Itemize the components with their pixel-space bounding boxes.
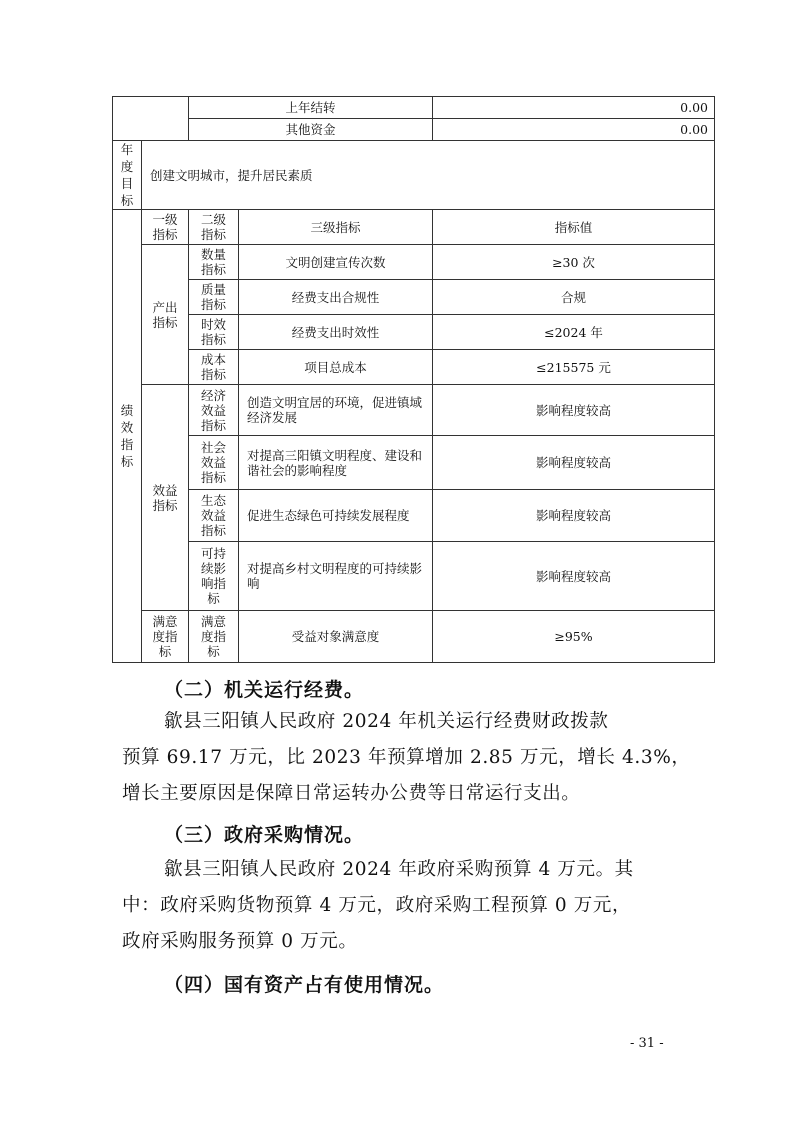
value-cell: ≤2024 年	[433, 315, 715, 350]
performance-label: 绩效指标	[113, 210, 142, 663]
paragraph-line: 中：政府采购货物预算 4 万元，政府采购工程预算 0 万元，	[122, 895, 632, 916]
funds-label: 其他资金	[189, 119, 433, 141]
value-cell: 影响程度较高	[433, 542, 715, 611]
section-paragraph	[122, 852, 694, 960]
value-cell: ≥30 次	[433, 245, 715, 280]
blank-cell	[113, 97, 189, 141]
level2-cell: 生态效益指标	[189, 490, 239, 542]
header-level1: 一级指标	[142, 210, 189, 245]
section-heading: （二）机关运行经费。	[164, 679, 365, 701]
value-cell: ≤215575 元	[433, 350, 715, 385]
level2-cell: 时效指标	[189, 315, 239, 350]
annual-goal-label: 年度目标	[113, 141, 142, 210]
level2-cell: 经济效益指标	[189, 385, 239, 436]
page-number: - 31 -	[630, 1036, 664, 1051]
funds-value: 0.00	[433, 119, 715, 141]
benefit-label: 效益指标	[142, 385, 189, 611]
value-cell: 影响程度较高	[433, 436, 715, 490]
satisfaction-label: 满意度指标	[142, 611, 189, 663]
level2-cell: 质量指标	[189, 280, 239, 315]
level2-cell: 满意度指标	[189, 611, 239, 663]
section-paragraph	[122, 704, 694, 812]
header-level2: 二级指标	[189, 210, 239, 245]
level2-cell: 成本指标	[189, 350, 239, 385]
level2-cell: 数量指标	[189, 245, 239, 280]
performance-table	[112, 96, 715, 663]
section-heading: （三）政府采购情况。	[164, 824, 365, 846]
level3-cell: 受益对象满意度	[239, 611, 433, 663]
value-cell: ≥95%	[433, 611, 715, 663]
header-value: 指标值	[433, 210, 715, 245]
level3-cell: 促进生态绿色可持续发展程度	[239, 490, 433, 542]
value-cell: 影响程度较高	[433, 385, 715, 436]
level3-cell: 对提高乡村文明程度的可持续影响	[239, 542, 433, 611]
level2-cell: 社会效益指标	[189, 436, 239, 490]
paragraph-line: 政府采购服务预算 0 万元。	[122, 931, 358, 952]
funds-value: 0.00	[433, 97, 715, 119]
level3-cell: 对提高三阳镇文明程度、建设和谐社会的影响程度	[239, 436, 433, 490]
level3-cell: 创造文明宜居的环境，促进镇域经济发展	[239, 385, 433, 436]
value-cell: 影响程度较高	[433, 490, 715, 542]
paragraph-line: 预算 69.17 万元，比 2023 年预算增加 2.85 万元，增长 4.3%，	[122, 747, 691, 768]
paragraph-line: 歙县三阳镇人民政府 2024 年政府采购预算 4 万元。其	[164, 859, 634, 880]
level3-cell: 经费支出时效性	[239, 315, 433, 350]
level3-cell: 项目总成本	[239, 350, 433, 385]
level3-cell: 经费支出合规性	[239, 280, 433, 315]
level3-cell: 文明创建宣传次数	[239, 245, 433, 280]
header-level3: 三级指标	[239, 210, 433, 245]
value-cell: 合规	[433, 280, 715, 315]
level2-cell: 可持续影响指标	[189, 542, 239, 611]
paragraph-line: 增长主要原因是保障日常运转办公费等日常运行支出。	[122, 783, 581, 804]
paragraph-line: 歙县三阳镇人民政府 2024 年机关运行经费财政拨款	[164, 711, 609, 732]
output-label: 产出指标	[142, 245, 189, 385]
funds-label: 上年结转	[189, 97, 433, 119]
annual-goal-text: 创建文明城市，提升居民素质	[142, 141, 715, 210]
section-heading: （四）国有资产占有使用情况。	[164, 974, 445, 996]
